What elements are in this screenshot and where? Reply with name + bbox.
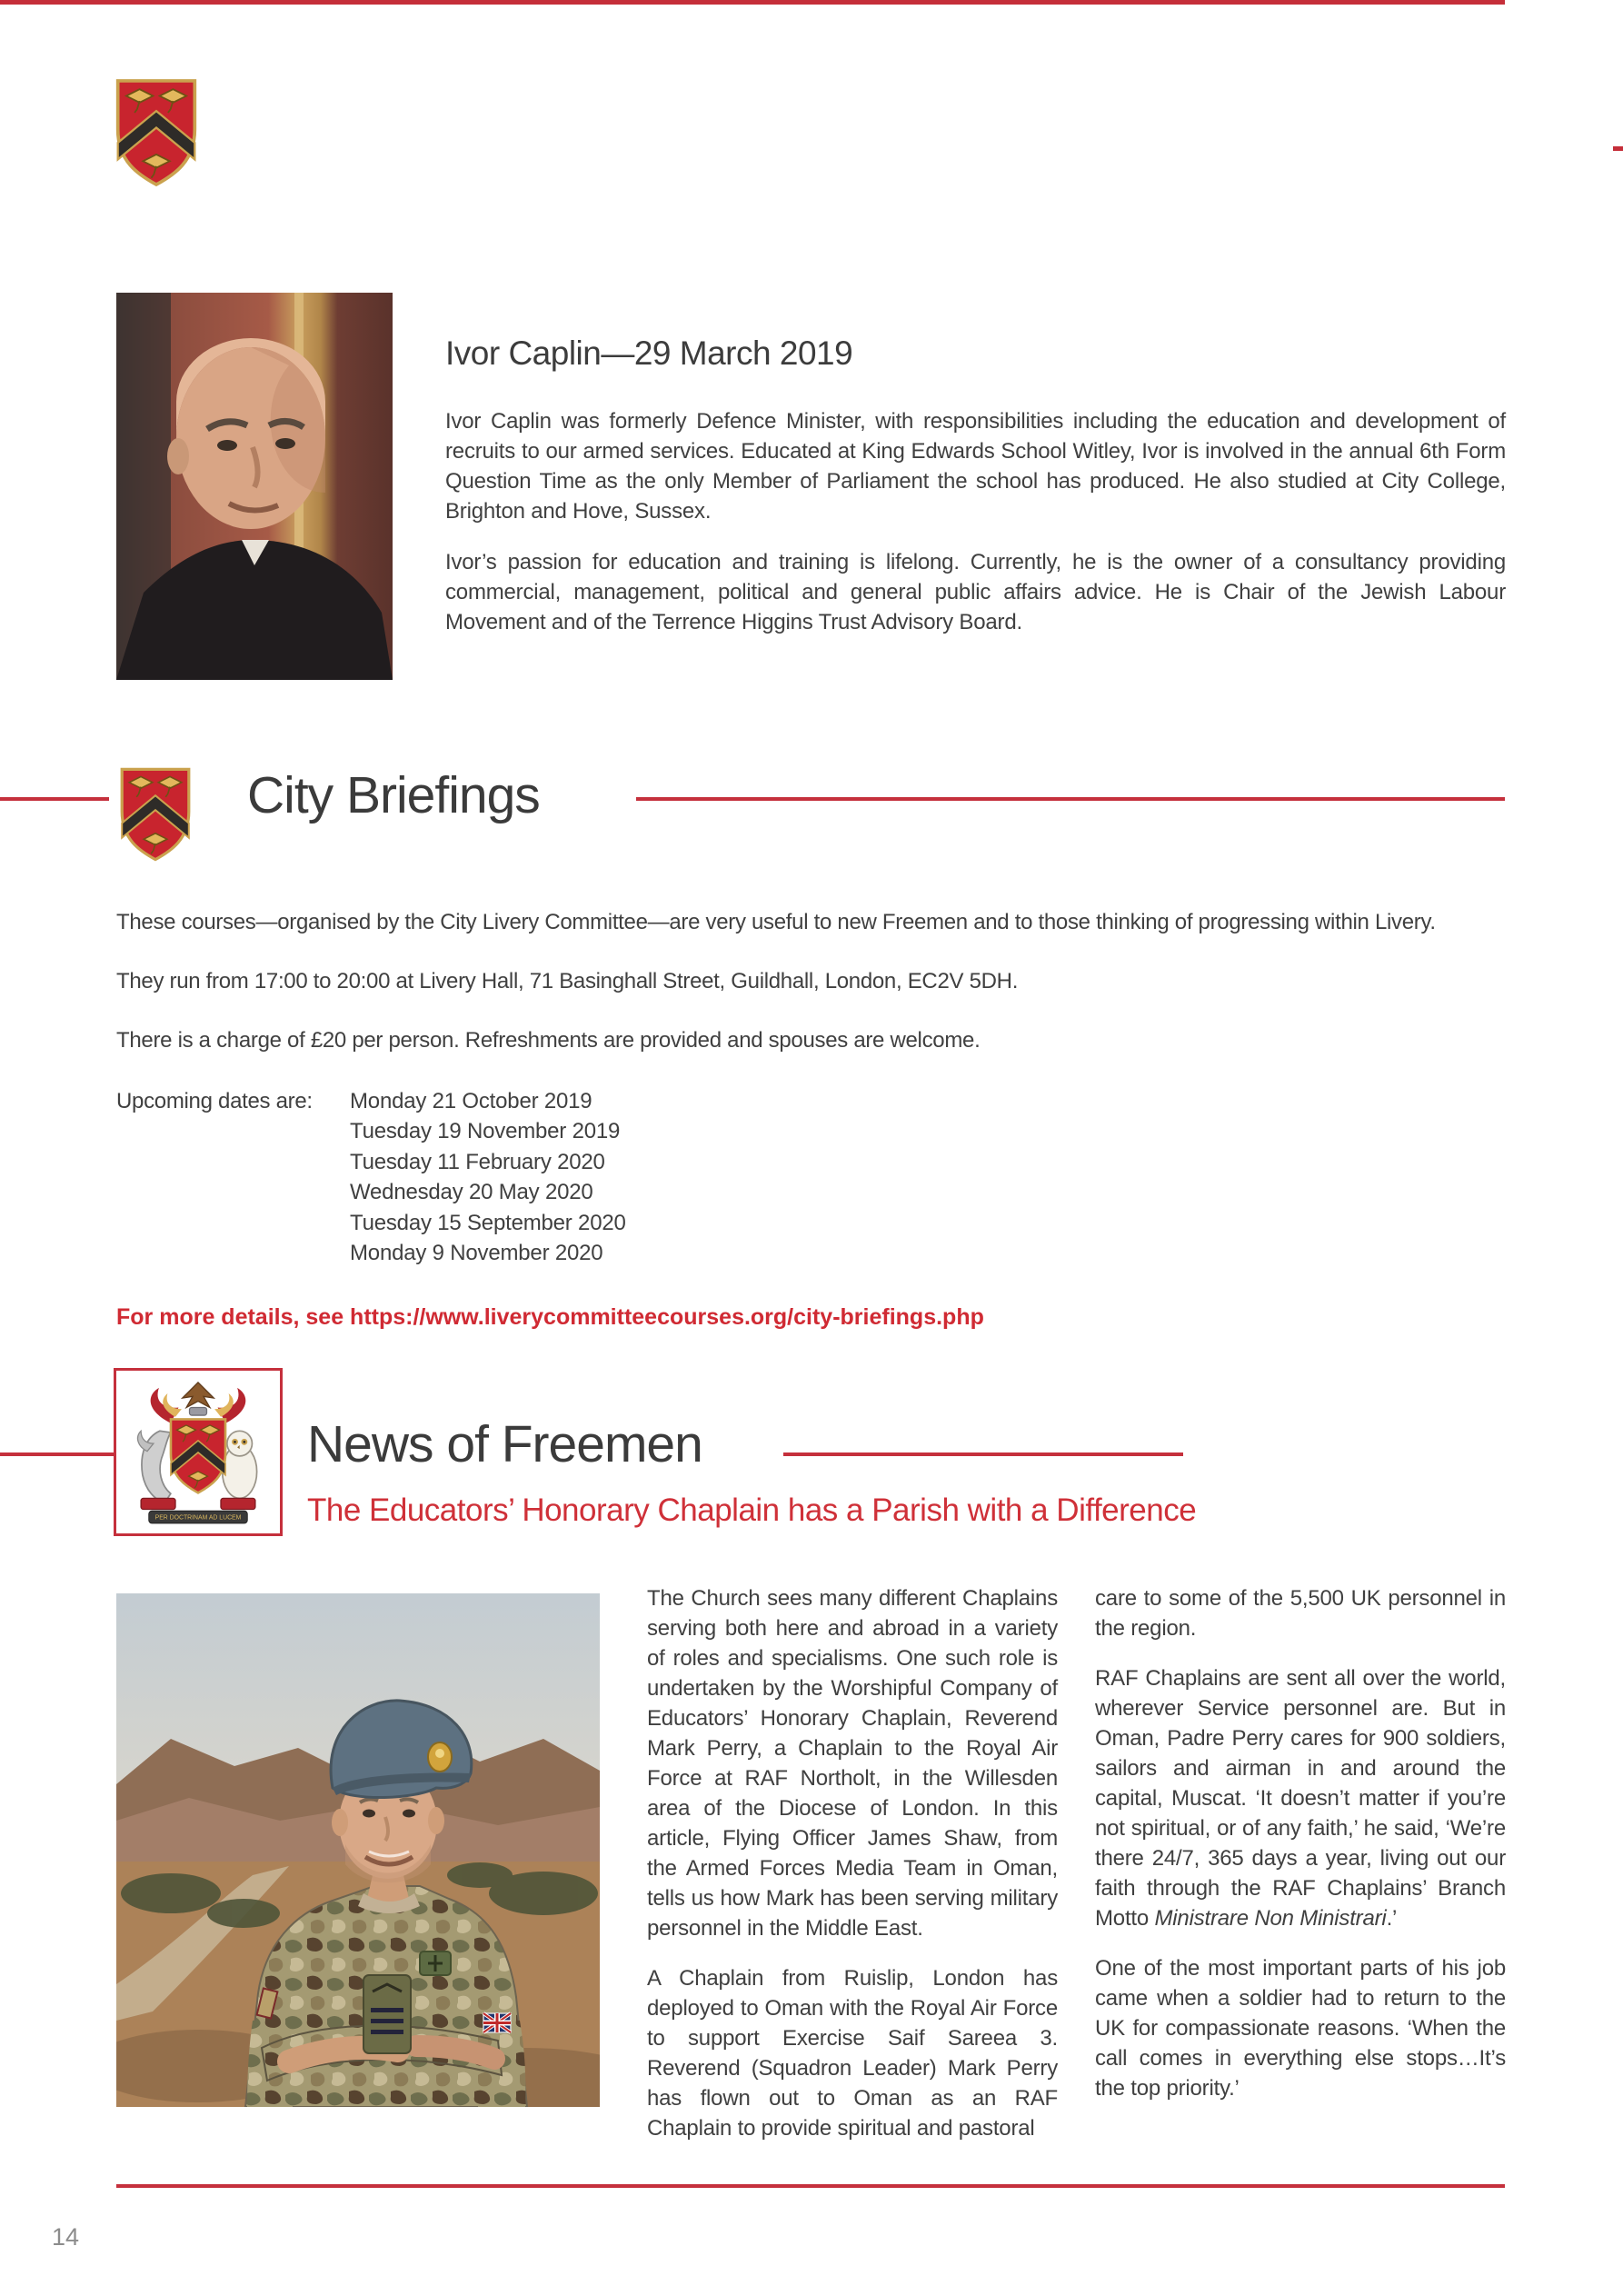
city-paragraph-2: They run from 17:00 to 20:00 at Livery Hall, 71 Basinghall Street, Guildhall, London, EC2V 5DH. bbox=[116, 969, 1019, 993]
date-item: Wednesday 20 May 2020 bbox=[350, 1180, 593, 1205]
page-number: 14 bbox=[52, 2223, 80, 2251]
article-col2-paragraph-3: One of the most important parts of his job came when a soldier had to return to the UK for compassionate reasons. ‘When the call comes in everything else stops…It’s the top priority.’ bbox=[1095, 1956, 1506, 2101]
city-rule-right bbox=[636, 797, 1505, 801]
date-item: Tuesday 19 November 2019 bbox=[350, 1119, 621, 1144]
city-paragraph-1: These courses—organised by the City Livery Committee—are very useful to new Freemen and to those thinking of progressing within Livery. bbox=[116, 910, 1436, 934]
educators-coat-of-arms bbox=[114, 1368, 283, 1536]
date-item: Tuesday 15 September 2020 bbox=[350, 1210, 626, 1235]
news-rule-right bbox=[783, 1452, 1183, 1456]
ivor-heading: Ivor Caplin—29 March 2019 bbox=[445, 334, 853, 372]
col2-para2-text: RAF Chaplains are sent all over the world, wherever Service personnel are. But in Oman, Padre Perry cares for 900 soldiers, sailors and airman in and around the capital, Muscat. ‘It doesn’t matter if you’re not spiritual, or of any faith,’ he said, ‘We’re there 24/7, 365 days a year, living out our faith through the RAF Chaplains’ Branch Motto bbox=[1095, 1666, 1506, 1931]
article-column-2 bbox=[1095, 1583, 1506, 2123]
chaplain-mark-perry-photo bbox=[116, 1593, 600, 2107]
top-rule bbox=[0, 0, 1505, 5]
latin-motto-italic: Ministrare Non Ministrari bbox=[1154, 1906, 1387, 1931]
news-subtitle: The Educators’ Honorary Chaplain has a Parish with a Difference bbox=[307, 1492, 1197, 1528]
city-paragraph-3: There is a charge of £20 per person. Refreshments are provided and spouses are welcome. bbox=[116, 1028, 981, 1053]
crest-motto-text: PER DOCTRINAM AD LUCEM bbox=[154, 1514, 242, 1522]
ivor-caplin-photo bbox=[116, 293, 393, 680]
article-col1-paragraph-1: The Church sees many different Chaplains serving both here and abroad in a variety of roles and specialisms. One such role is undertaken by the Worshipful Company of Educators’ Honorary Chaplain, Reverend Mark Perry, a Chaplain to the Royal Air Force at RAF Northolt, in the Willesden area of the Diocese of London. In this article, Flying Officer James Shaw, from the Armed Forces Media Team in Oman, tells us how Mark has been serving military personnel in the Middle East. bbox=[647, 1586, 1058, 1941]
date-item: Tuesday 11 February 2020 bbox=[350, 1149, 605, 1174]
upcoming-dates-list bbox=[350, 1086, 626, 1268]
more-details-prefix: For more details, see bbox=[116, 1304, 351, 1330]
city-briefings-title: City Briefings bbox=[247, 766, 540, 824]
city-rule-left bbox=[0, 797, 111, 801]
date-item: Monday 21 October 2019 bbox=[350, 1089, 592, 1113]
article-column-1 bbox=[647, 1583, 1058, 2163]
top-rule-edge-tick bbox=[1613, 146, 1623, 151]
article-col2-paragraph-2 bbox=[1095, 1663, 1506, 1933]
ivor-paragraph-1: Ivor Caplin was formerly Defence Minister, with responsibilities including the education and development of recruits to our armed services. Educated at King Edwards School Witley, Ivor is involved in the annual 6th Form Question Time as the only Member of Parliament the school has produced. He also studied at City College, Brighton and Hove, Sussex. bbox=[445, 409, 1506, 524]
bottom-rule bbox=[116, 2184, 1505, 2188]
article-col1-paragraph-2: A Chaplain from Ruislip, London has deployed to Oman with the Royal Air Force to support Exercise Saif Sareea 3. Reverend (Squadron Leader) Mark Perry has flown out to Oman as an RAF Chaplain to provide spiritual and pastoral bbox=[647, 1966, 1058, 2141]
educators-shield-icon bbox=[109, 754, 202, 874]
date-item: Monday 9 November 2020 bbox=[350, 1241, 603, 1266]
col2-para2-close: .’ bbox=[1386, 1906, 1398, 1931]
news-rule-left bbox=[0, 1452, 116, 1456]
more-details-line bbox=[116, 1304, 984, 1331]
city-briefings-link[interactable]: https://www.liverycommitteecourses.org/city-briefings.php bbox=[350, 1304, 984, 1330]
article-col2-paragraph-1: care to some of the 5,500 UK personnel in the region. bbox=[1095, 1586, 1506, 1641]
upcoming-dates-label: Upcoming dates are: bbox=[116, 1089, 313, 1113]
ivor-paragraph-2: Ivor’s passion for education and training is lifelong. Currently, he is the owner of a consultancy providing commercial, management, political and general public affairs advice. He is Chair of the Jewish Labour Movement and of the Terrence Higgins Trust Advisory Board. bbox=[445, 550, 1506, 634]
educators-shield-icon bbox=[107, 65, 205, 200]
news-of-freemen-title: News of Freemen bbox=[307, 1415, 702, 1473]
